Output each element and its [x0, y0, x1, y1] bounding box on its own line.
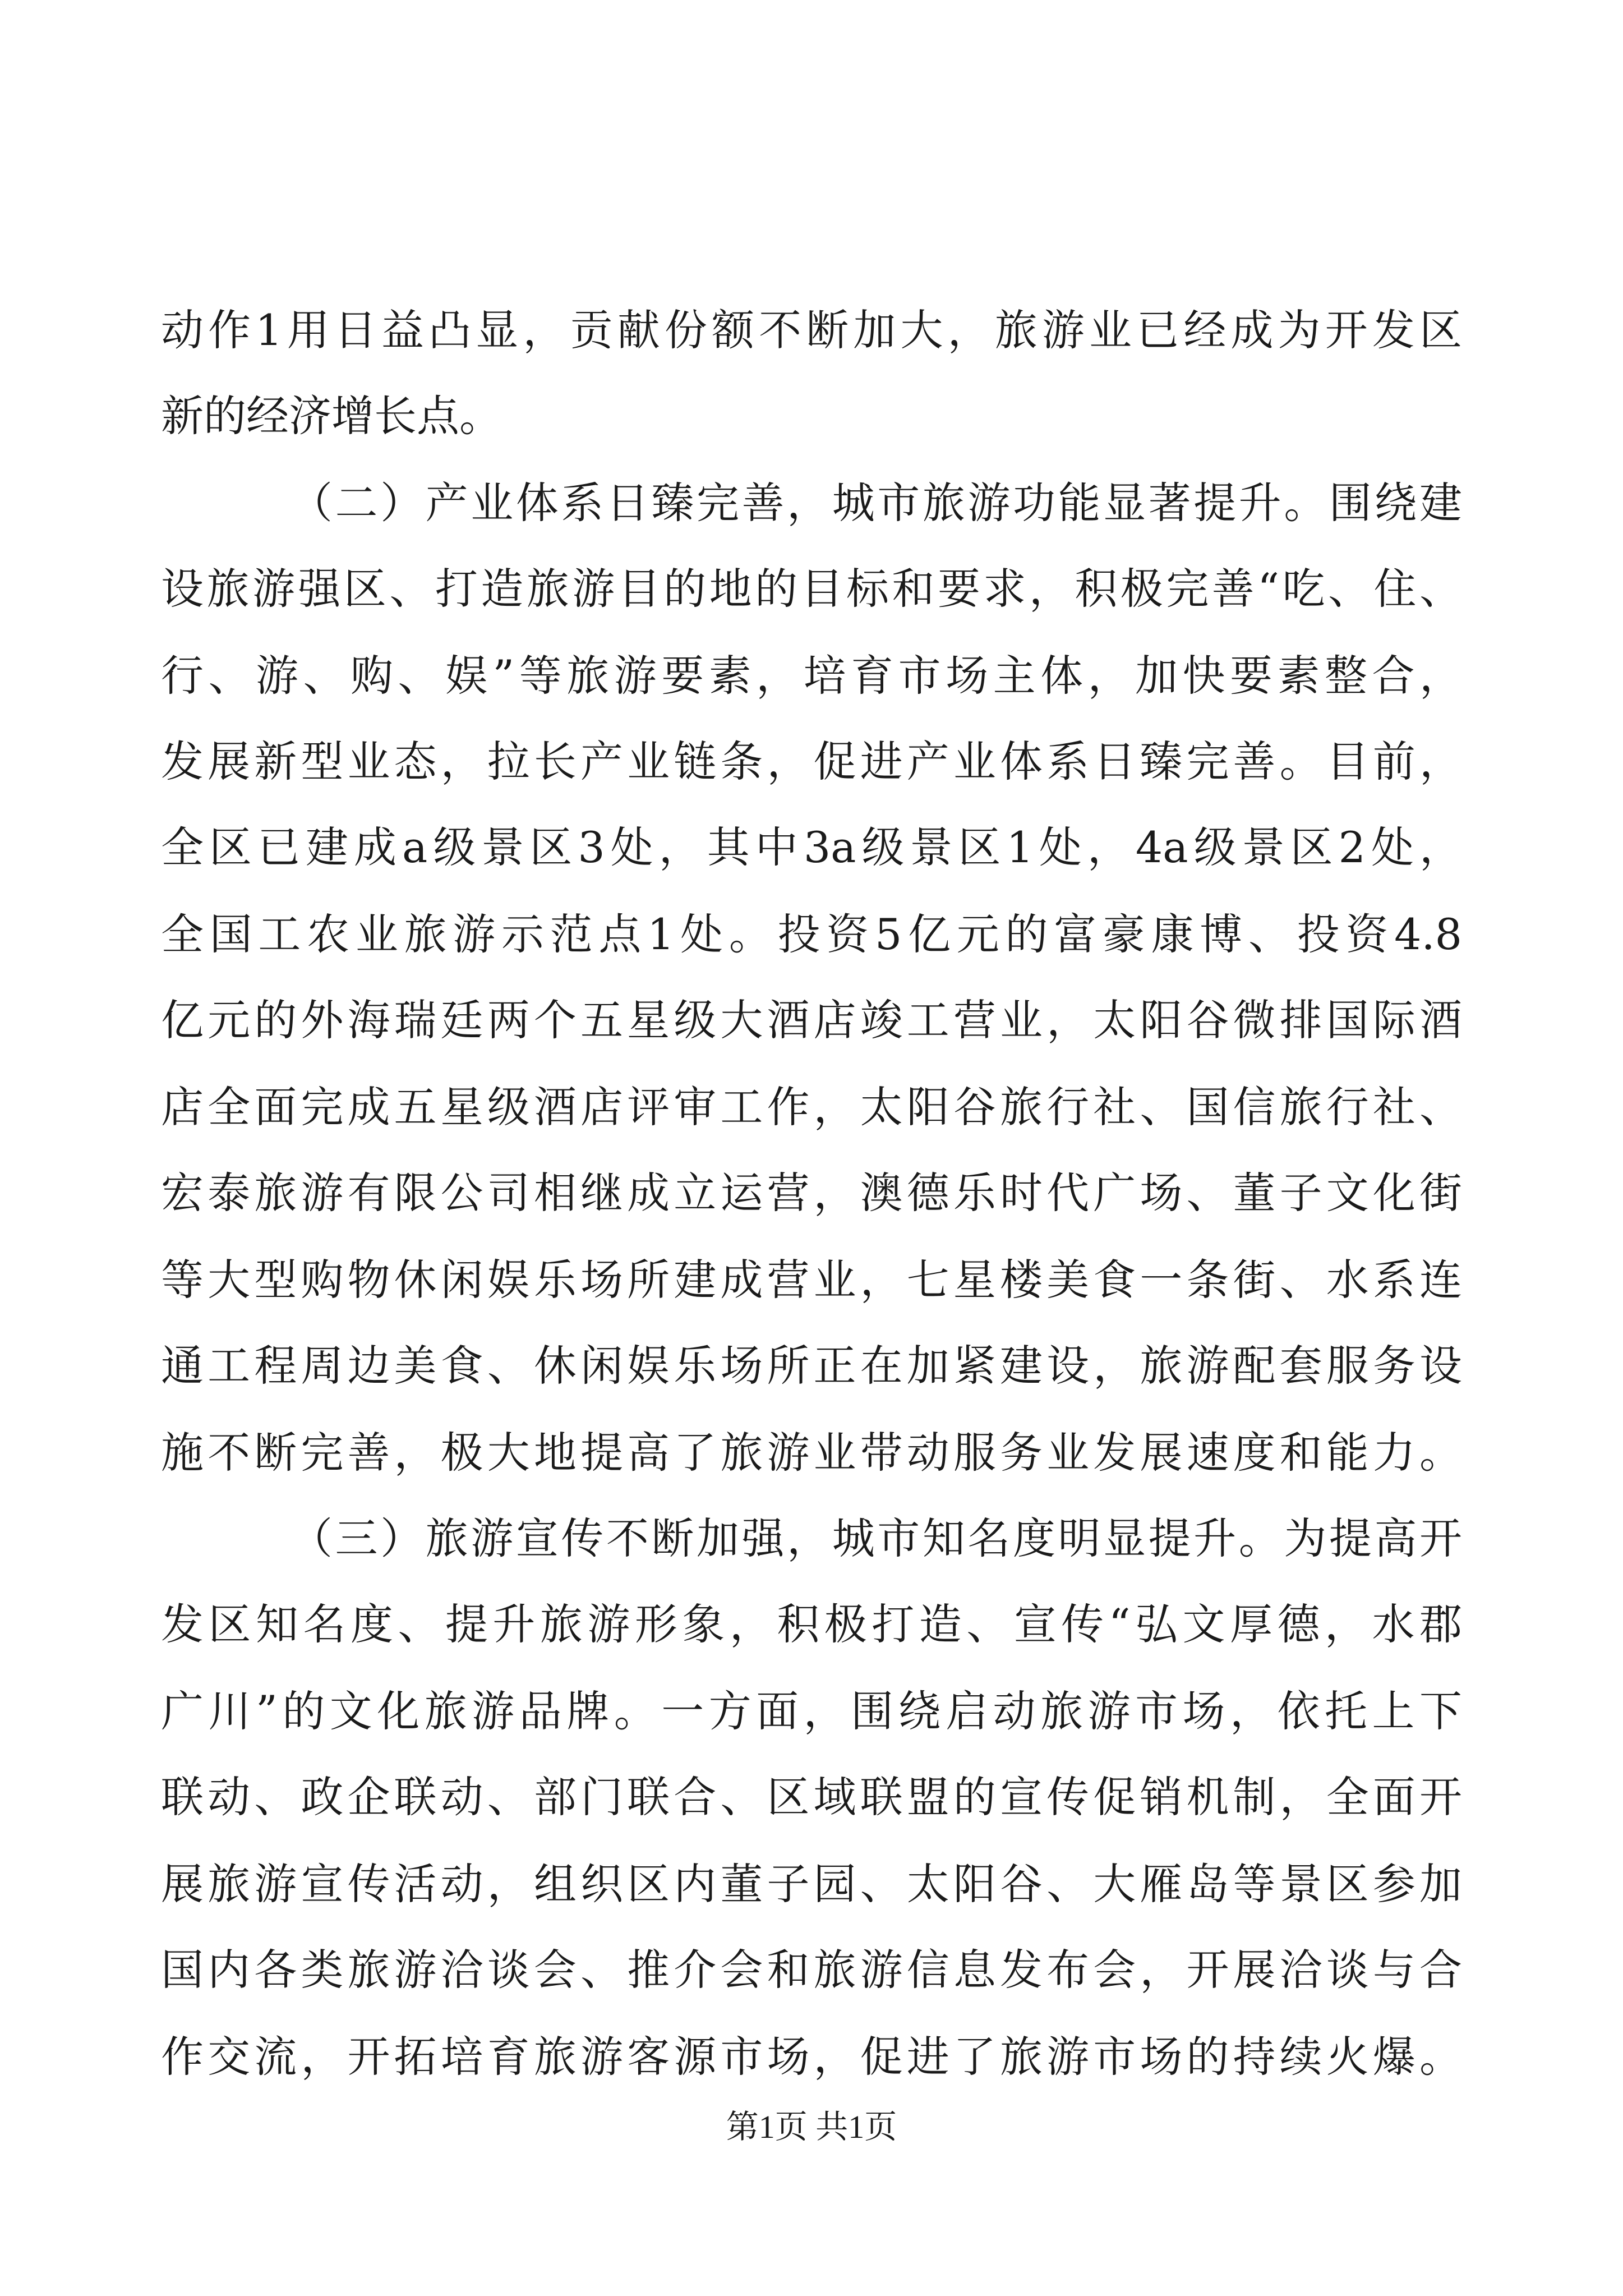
paragraph-heading-line: （三）旅游宣传不断加强，城市知名度明显提升。为提高开 — [290, 1513, 1462, 1563]
body-line: 国内各类旅游洽谈会、推介会和旅游信息发布会，开展洽谈与合 — [161, 1945, 1462, 1995]
body-line: 施不断完善，极大地提高了旅游业带动服务业发展速度和能力。 — [161, 1428, 1462, 1478]
body-line: 等大型购物休闲娱乐场所建成营业，七星楼美食一条街、水系连 — [161, 1255, 1462, 1305]
body-line: 联动、政企联动、部门联合、区域联盟的宣传促销机制，全面开 — [161, 1772, 1462, 1822]
body-line: 展旅游宣传活动，组织区内董子园、太阳谷、大雁岛等景区参加 — [161, 1859, 1462, 1909]
body-line: 发区知名度、提升旅游形象，积极打造、宣传“弘文厚德，水郡 — [161, 1599, 1462, 1649]
body-line: 全区已建成a级景区3处，其中3a级景区1处，4a级景区2处， — [161, 822, 1462, 872]
body-line: 新的经济增长点。 — [161, 391, 502, 441]
body-line: 店全面完成五星级酒店评审工作，太阳谷旅行社、国信旅行社、 — [161, 1082, 1462, 1132]
body-line: 发展新型业态，拉长产业链条，促进产业体系日臻完善。目前， — [161, 737, 1462, 786]
paragraph-heading-line: （二）产业体系日臻完善，城市旅游功能显著提升。围绕建 — [290, 478, 1462, 528]
body-line: 亿元的外海瑞廷两个五星级大酒店竣工营业，太阳谷微排国际酒 — [161, 995, 1462, 1045]
body-line: 行、游、购、娱”等旅游要素，培育市场主体，加快要素整合， — [161, 651, 1462, 701]
body-line: 通工程周边美食、休闲娱乐场所正在加紧建设，旅游配套服务设 — [161, 1341, 1462, 1391]
body-line: 宏泰旅游有限公司相继成立运营，澳德乐时代广场、董子文化街 — [161, 1168, 1462, 1218]
body-line: 设旅游强区、打造旅游目的地的目标和要求，积极完善“吃、住、 — [161, 564, 1462, 614]
body-line: 广川”的文化旅游品牌。一方面，围绕启动旅游市场，依托上下 — [161, 1686, 1462, 1736]
body-line: 作交流，开拓培育旅游客源市场，促进了旅游市场的持续火爆。 — [161, 2032, 1462, 2082]
body-line: 动作1用日益凸显，贡献份额不断加大，旅游业已经成为开发区 — [161, 305, 1462, 355]
page-number-footer: 第1页 共1页 — [726, 2109, 897, 2145]
body-line: 全国工农业旅游示范点1处。投资5亿元的富豪康博、投资4.8 — [161, 909, 1462, 959]
